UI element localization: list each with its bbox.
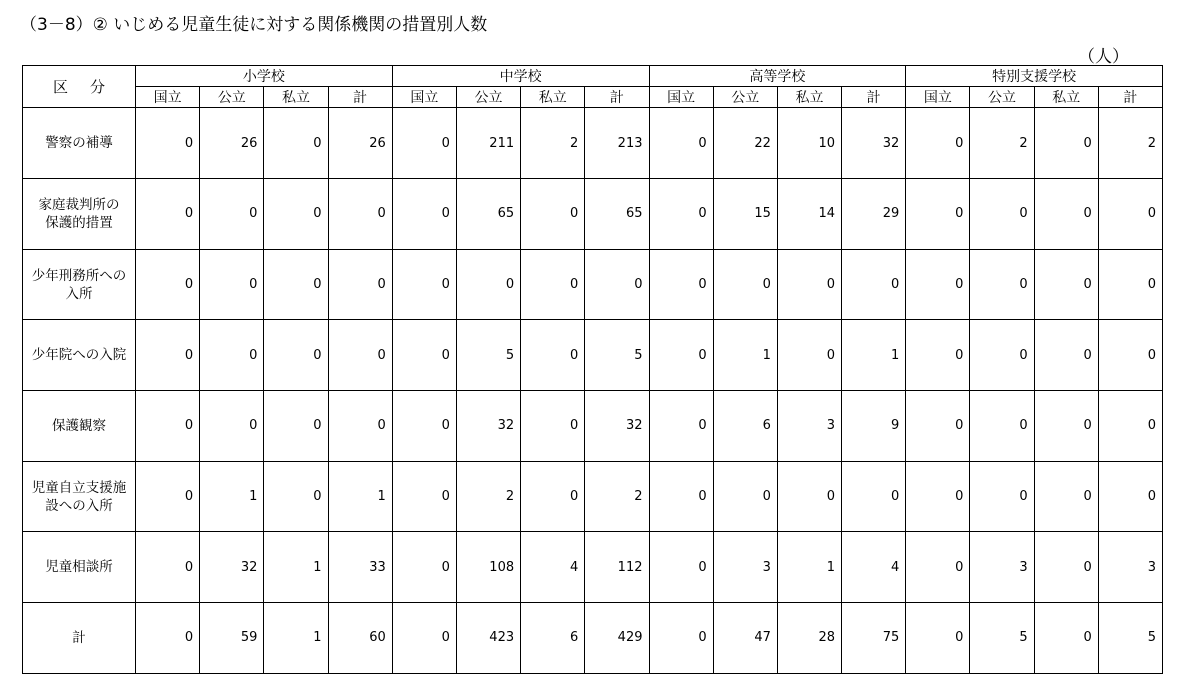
value-cell: 0 (392, 532, 456, 603)
sub-column-header: 公立 (970, 87, 1034, 108)
sub-column-header: 私立 (777, 87, 841, 108)
value-cell: 3 (1098, 532, 1162, 603)
table-row (23, 461, 1163, 532)
value-cell: 0 (264, 249, 328, 320)
value-cell: 0 (777, 320, 841, 391)
value-cell: 0 (1034, 391, 1098, 462)
value-cell: 4 (521, 532, 585, 603)
value-cell: 33 (328, 532, 392, 603)
row-label-line: 保護観察 (52, 417, 106, 434)
value-cell: 32 (456, 391, 520, 462)
table-row (23, 532, 1163, 603)
value-cell: 0 (521, 249, 585, 320)
value-cell: 0 (1034, 603, 1098, 674)
sub-column-header: 計 (585, 87, 649, 108)
row-label-line: 計 (72, 629, 86, 646)
sub-column-header: 国立 (392, 87, 456, 108)
value-cell: 0 (713, 249, 777, 320)
sub-column-header: 私立 (264, 87, 328, 108)
value-cell: 211 (456, 108, 520, 179)
value-cell: 0 (970, 391, 1034, 462)
group-header-high-school: 高等学校 (649, 66, 906, 87)
value-cell: 6 (521, 603, 585, 674)
value-cell: 0 (392, 461, 456, 532)
sub-column-header: 国立 (906, 87, 970, 108)
sub-column-header: 国立 (136, 87, 200, 108)
value-cell: 0 (906, 108, 970, 179)
value-cell: 0 (906, 249, 970, 320)
value-cell: 0 (136, 249, 200, 320)
row-label (23, 461, 136, 532)
value-cell: 0 (713, 461, 777, 532)
row-label (23, 532, 136, 603)
value-cell: 3 (970, 532, 1034, 603)
row-label (23, 179, 136, 250)
value-cell: 0 (200, 320, 264, 391)
value-cell: 28 (777, 603, 841, 674)
value-cell: 0 (906, 461, 970, 532)
value-cell: 429 (585, 603, 649, 674)
row-label-line: 少年刑務所への (31, 267, 127, 284)
value-cell: 14 (777, 179, 841, 250)
value-cell: 3 (777, 391, 841, 462)
unit-label: （人） (1078, 47, 1129, 67)
value-cell: 6 (713, 391, 777, 462)
value-cell: 1 (328, 461, 392, 532)
value-cell: 29 (842, 179, 906, 250)
value-cell: 0 (136, 461, 200, 532)
value-cell: 0 (906, 603, 970, 674)
row-label-line: 児童自立支援施 (31, 479, 127, 496)
sub-column-header: 私立 (1034, 87, 1098, 108)
value-cell: 0 (392, 391, 456, 462)
value-cell: 0 (1034, 249, 1098, 320)
row-label (23, 108, 136, 179)
row-label-line: 児童相談所 (45, 559, 113, 576)
value-cell: 0 (264, 461, 328, 532)
value-cell: 0 (392, 603, 456, 674)
value-cell: 213 (585, 108, 649, 179)
value-cell: 0 (649, 532, 713, 603)
value-cell: 0 (136, 532, 200, 603)
value-cell: 0 (521, 320, 585, 391)
row-label (23, 320, 136, 391)
value-cell: 0 (842, 461, 906, 532)
value-cell: 0 (1034, 108, 1098, 179)
value-cell: 1 (200, 461, 264, 532)
page-title: （3－8）② いじめる児童生徒に対する関係機関の措置別人数 (20, 15, 488, 35)
value-cell: 0 (200, 391, 264, 462)
value-cell: 0 (649, 461, 713, 532)
value-cell: 0 (1098, 391, 1162, 462)
value-cell: 0 (1034, 320, 1098, 391)
value-cell: 5 (1098, 603, 1162, 674)
row-label (23, 249, 136, 320)
value-cell: 5 (970, 603, 1034, 674)
value-cell: 0 (970, 461, 1034, 532)
value-cell: 3 (713, 532, 777, 603)
value-cell: 0 (906, 391, 970, 462)
table-row (23, 179, 1163, 250)
row-label-line: 入所 (65, 285, 93, 302)
value-cell: 423 (456, 603, 520, 674)
value-cell: 0 (906, 179, 970, 250)
sub-column-header: 計 (328, 87, 392, 108)
value-cell: 10 (777, 108, 841, 179)
value-cell: 0 (585, 249, 649, 320)
value-cell: 0 (200, 249, 264, 320)
value-cell: 5 (585, 320, 649, 391)
row-label-line: 家庭裁判所の (38, 196, 120, 213)
value-cell: 0 (328, 391, 392, 462)
value-cell: 26 (200, 108, 264, 179)
group-header-junior-high: 中学校 (392, 66, 649, 87)
group-header-special-support: 特別支援学校 (906, 66, 1163, 87)
value-cell: 0 (1098, 179, 1162, 250)
table-row (23, 391, 1163, 462)
row-label-line: 設への入所 (45, 497, 113, 514)
value-cell: 75 (842, 603, 906, 674)
value-cell: 32 (585, 391, 649, 462)
row-label-line: 保護的措置 (45, 214, 113, 231)
sub-column-header: 計 (1098, 87, 1162, 108)
value-cell: 0 (649, 391, 713, 462)
value-cell: 0 (521, 179, 585, 250)
value-cell: 1 (842, 320, 906, 391)
value-cell: 0 (1034, 461, 1098, 532)
value-cell: 0 (1034, 179, 1098, 250)
value-cell: 0 (521, 461, 585, 532)
value-cell: 0 (328, 179, 392, 250)
value-cell: 2 (1098, 108, 1162, 179)
value-cell: 9 (842, 391, 906, 462)
value-cell: 1 (264, 532, 328, 603)
table-row (23, 320, 1163, 391)
row-label (23, 603, 136, 674)
value-cell: 65 (585, 179, 649, 250)
measures-table (22, 65, 1163, 674)
value-cell: 0 (328, 320, 392, 391)
sub-column-header: 私立 (521, 87, 585, 108)
group-header-elementary: 小学校 (136, 66, 393, 87)
value-cell: 0 (392, 249, 456, 320)
table-row (23, 249, 1163, 320)
sub-column-header: 公立 (456, 87, 520, 108)
value-cell: 0 (392, 108, 456, 179)
value-cell: 0 (136, 320, 200, 391)
value-cell: 32 (200, 532, 264, 603)
value-cell: 112 (585, 532, 649, 603)
value-cell: 0 (264, 391, 328, 462)
value-cell: 108 (456, 532, 520, 603)
value-cell: 0 (1098, 249, 1162, 320)
value-cell: 0 (200, 179, 264, 250)
value-cell: 0 (649, 108, 713, 179)
row-label-line: 少年院への入院 (31, 347, 127, 364)
value-cell: 60 (328, 603, 392, 674)
value-cell: 0 (521, 391, 585, 462)
value-cell: 0 (970, 249, 1034, 320)
value-cell: 5 (456, 320, 520, 391)
value-cell: 2 (585, 461, 649, 532)
sub-column-header: 公立 (200, 87, 264, 108)
value-cell: 65 (456, 179, 520, 250)
table-row (23, 603, 1163, 674)
value-cell: 0 (328, 249, 392, 320)
value-cell: 59 (200, 603, 264, 674)
table-row (23, 108, 1163, 179)
value-cell: 0 (906, 532, 970, 603)
row-label-line: 警察の補導 (45, 135, 113, 151)
value-cell: 1 (264, 603, 328, 674)
value-cell: 0 (842, 249, 906, 320)
value-cell: 26 (328, 108, 392, 179)
sub-column-header: 国立 (649, 87, 713, 108)
value-cell: 0 (392, 320, 456, 391)
value-cell: 0 (136, 603, 200, 674)
value-cell: 0 (1098, 461, 1162, 532)
value-cell: 2 (521, 108, 585, 179)
value-cell: 0 (264, 179, 328, 250)
value-cell: 0 (136, 391, 200, 462)
value-cell: 0 (264, 320, 328, 391)
value-cell: 0 (906, 320, 970, 391)
value-cell: 0 (1034, 532, 1098, 603)
value-cell: 0 (136, 108, 200, 179)
value-cell: 0 (456, 249, 520, 320)
value-cell: 1 (777, 532, 841, 603)
value-cell: 0 (649, 179, 713, 250)
sub-column-header: 計 (842, 87, 906, 108)
value-cell: 0 (970, 179, 1034, 250)
value-cell: 1 (713, 320, 777, 391)
value-cell: 32 (842, 108, 906, 179)
value-cell: 0 (392, 179, 456, 250)
value-cell: 47 (713, 603, 777, 674)
row-label (23, 391, 136, 462)
value-cell: 0 (649, 320, 713, 391)
value-cell: 0 (777, 249, 841, 320)
value-cell: 2 (456, 461, 520, 532)
value-cell: 15 (713, 179, 777, 250)
value-cell: 0 (136, 179, 200, 250)
value-cell: 0 (649, 603, 713, 674)
row-header-kubun: 区 分 (23, 66, 136, 108)
value-cell: 0 (970, 320, 1034, 391)
value-cell: 0 (649, 249, 713, 320)
value-cell: 0 (777, 461, 841, 532)
value-cell: 2 (970, 108, 1034, 179)
sub-column-header: 公立 (713, 87, 777, 108)
value-cell: 4 (842, 532, 906, 603)
value-cell: 22 (713, 108, 777, 179)
value-cell: 0 (1098, 320, 1162, 391)
value-cell: 0 (264, 108, 328, 179)
